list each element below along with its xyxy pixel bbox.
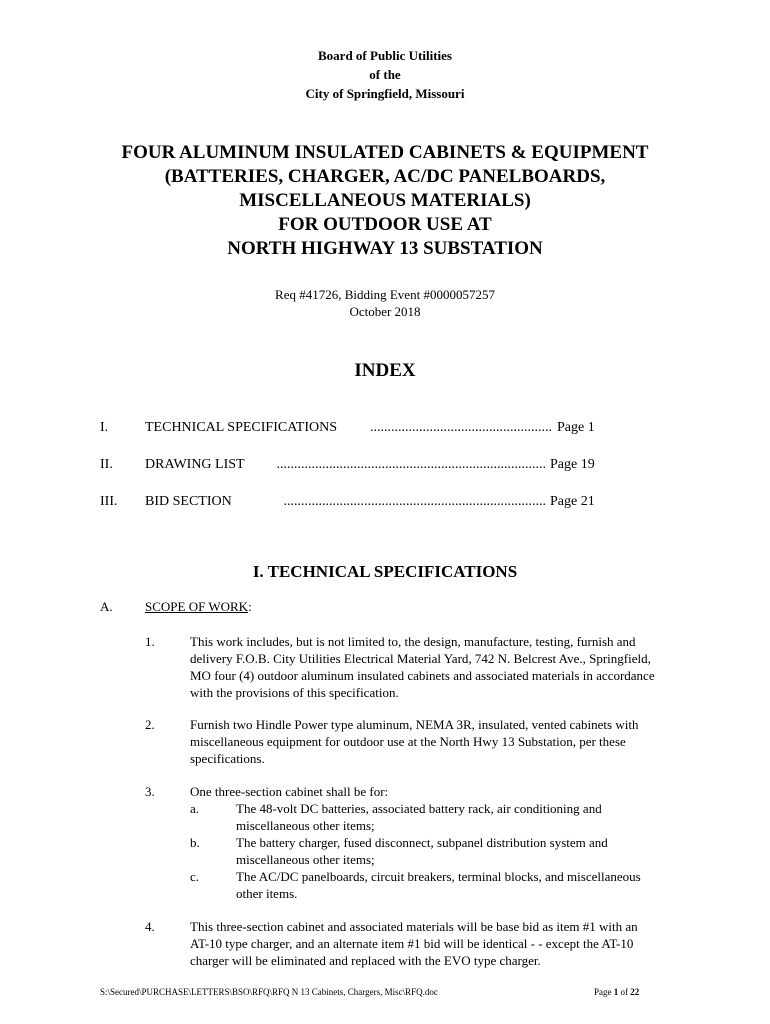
subitem-text bbox=[236, 800, 676, 834]
item-paragraph bbox=[190, 918, 690, 969]
page-current: 1 bbox=[613, 987, 619, 997]
paragraph-line: with the provisions of this specification. bbox=[190, 685, 399, 700]
index-entry-page: Page 1 bbox=[557, 420, 595, 435]
request-date: October 2018 bbox=[349, 304, 421, 319]
subitem-letter: b. bbox=[190, 835, 200, 850]
header-line-3: City of Springfield, Missouri bbox=[305, 86, 465, 101]
index-entry-page: Page 21 bbox=[550, 494, 595, 509]
title-line-4: FOR OUTDOOR USE AT bbox=[278, 214, 492, 235]
index-heading: INDEX bbox=[354, 360, 416, 381]
item-paragraph bbox=[190, 783, 690, 800]
scope-colon: : bbox=[248, 599, 252, 614]
item-number: 3. bbox=[145, 784, 155, 799]
subitem-line: The battery charger, fused disconnect, subpanel distribution system and bbox=[236, 835, 608, 850]
item-paragraph bbox=[190, 716, 690, 767]
index-entry-num: II. bbox=[100, 457, 113, 472]
document-header bbox=[0, 46, 770, 103]
title-line-5: NORTH HIGHWAY 13 SUBSTATION bbox=[227, 238, 543, 259]
index-entry-label: TECHNICAL SPECIFICATIONS bbox=[145, 420, 337, 435]
paragraph-line: AT-10 type charger, and an alternate item #1 bid will be identical - - except the AT-10 bbox=[190, 936, 634, 951]
index-entry-leader: ............................................................................. bbox=[276, 457, 546, 472]
title-line-2: (BATTERIES, CHARGER, AC/DC PANELBOARDS, bbox=[164, 166, 606, 187]
paragraph-line: charger will be eliminated and replaced with the EVO type charger. bbox=[190, 953, 541, 968]
title-line-3: MISCELLANEOUS MATERIALS) bbox=[239, 190, 531, 211]
request-info bbox=[0, 286, 770, 320]
item-paragraph bbox=[190, 633, 690, 701]
item-number: 1. bbox=[145, 634, 155, 649]
page-prefix: Page bbox=[594, 987, 614, 997]
paragraph-line: delivery F.O.B. City Utilities Electrical Material Yard, 742 N. Belcrest Ave., Springfield, bbox=[190, 651, 651, 666]
subitem-text bbox=[236, 834, 676, 868]
subitem-line: The 48-volt DC batteries, associated battery rack, air conditioning and bbox=[236, 801, 602, 816]
paragraph-line: MO four (4) outdoor aluminum insulated cabinets and associated materials in accordance bbox=[190, 668, 655, 683]
item-number: 2. bbox=[145, 717, 155, 732]
paragraph-line: miscellaneous equipment for outdoor use at the North Hwy 13 Substation, per these bbox=[190, 734, 626, 749]
paragraph-line: This work includes, but is not limited to, the design, manufacture, testing, furnish and bbox=[190, 634, 636, 649]
paragraph-line: specifications. bbox=[190, 751, 265, 766]
section-letter: A. bbox=[100, 599, 113, 614]
subitem-line: miscellaneous other items; bbox=[236, 818, 375, 833]
index-entry-leader: ........................................................................... bbox=[283, 494, 546, 509]
subitem-letter: a. bbox=[190, 801, 200, 816]
subitem-line: The AC/DC panelboards, circuit breakers, terminal blocks, and miscellaneous bbox=[236, 869, 641, 884]
paragraph-line: Furnish two Hindle Power type aluminum, NEMA 3R, insulated, vented cabinets with bbox=[190, 717, 639, 732]
subitem-line: miscellaneous other items; bbox=[236, 852, 375, 867]
footer-file-path: S:\Secured\PURCHASE\LETTERS\BSO\RFQ\RFQ N 13 Cabinets, Chargers, Misc\RFQ.doc bbox=[100, 987, 438, 997]
scope-heading bbox=[145, 598, 252, 615]
index-entry-label: BID SECTION bbox=[145, 494, 232, 509]
subitem-text bbox=[236, 868, 676, 902]
index-entry-leader: .................................................... bbox=[370, 420, 552, 435]
subitem-letter: c. bbox=[190, 869, 200, 884]
title-line-1: FOUR ALUMINUM INSULATED CABINETS & EQUIPMENT bbox=[121, 142, 649, 163]
item-number: 4. bbox=[145, 919, 155, 934]
subitem-line: other items. bbox=[236, 886, 298, 901]
footer-page-number bbox=[594, 987, 639, 997]
index-entry-label: DRAWING LIST bbox=[145, 457, 245, 472]
section-heading: I. TECHNICAL SPECIFICATIONS bbox=[252, 562, 518, 581]
request-number: Req #41726, Bidding Event #0000057257 bbox=[275, 287, 495, 302]
page-total: 22 bbox=[630, 987, 640, 997]
index-entry-num: III. bbox=[100, 494, 118, 509]
header-line-2: of the bbox=[369, 67, 401, 82]
paragraph-line: One three-section cabinet shall be for: bbox=[190, 784, 389, 799]
paragraph-line: This three-section cabinet and associated materials will be base bid as item #1 with an bbox=[190, 919, 638, 934]
header-line-1: Board of Public Utilities bbox=[318, 48, 452, 63]
index-entry-page: Page 19 bbox=[550, 457, 595, 472]
scope-label: SCOPE OF WORK bbox=[145, 599, 249, 614]
document-title bbox=[0, 141, 770, 261]
index-entry-num: I. bbox=[100, 420, 109, 435]
page-of: of bbox=[618, 987, 631, 997]
